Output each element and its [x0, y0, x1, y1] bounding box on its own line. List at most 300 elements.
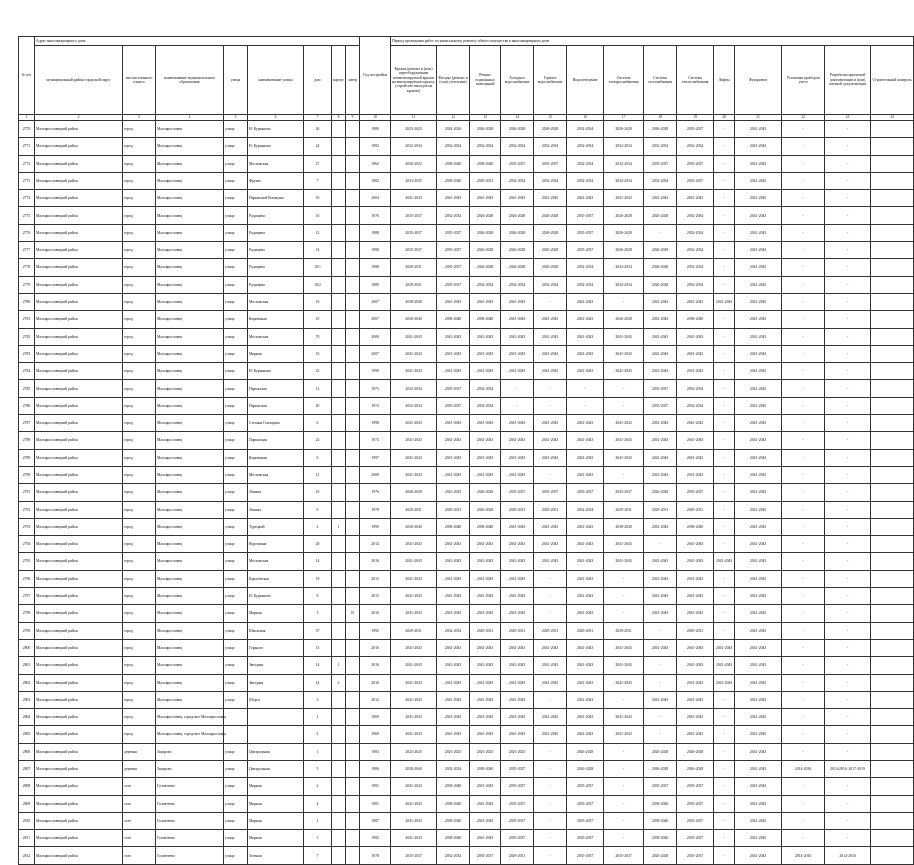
table-cell: -	[567, 397, 604, 414]
table-cell: 2041-2043	[391, 778, 437, 795]
table-cell: 2035-2037	[501, 155, 534, 172]
table-cell	[346, 795, 360, 812]
table-cell	[871, 138, 914, 155]
table-cell: 2041-2043	[604, 363, 644, 380]
table-cell: 2029-2031	[391, 622, 437, 639]
table-row	[19, 760, 914, 777]
table-cell: 1981	[360, 778, 391, 795]
table-cell: 2041-2043	[470, 639, 501, 656]
table-cell: 2041-2043	[735, 224, 782, 241]
table-cell	[346, 778, 360, 795]
table-cell: 2801	[19, 657, 35, 674]
table-cell: 2041-2043	[604, 190, 644, 207]
table-row	[19, 778, 914, 795]
table-cell: 2041-2043	[470, 691, 501, 708]
table-cell: 2041-2043	[735, 709, 782, 726]
table-cell: 2032-2034	[437, 622, 470, 639]
table-cell: Фрунзе	[248, 172, 304, 189]
table-cell	[871, 743, 914, 760]
table-cell: улица	[224, 536, 248, 553]
table-cell: 2035-2037	[677, 155, 714, 172]
table-cell: Малоярославец	[156, 207, 224, 224]
table-cell: 2032-2034	[567, 121, 604, 138]
column-number: 13	[470, 115, 501, 121]
table-cell: -	[782, 380, 825, 397]
table-row	[19, 639, 914, 656]
table-cell: улица	[224, 328, 248, 345]
table-cell: 10/1	[304, 259, 332, 276]
table-cell: -	[825, 259, 871, 276]
table-cell: 2041-2043	[735, 743, 782, 760]
table-cell: 2032-2034	[567, 259, 604, 276]
table-cell: город	[123, 224, 156, 241]
table-cell: 1	[304, 812, 332, 829]
table-cell: 2041-2043	[391, 536, 437, 553]
table-cell: 2041-2043	[501, 553, 534, 570]
table-cell: -	[782, 155, 825, 172]
column-number: 11	[391, 115, 437, 121]
table-cell: 2041-2043	[437, 293, 470, 310]
table-cell: 2032-2034	[604, 172, 644, 189]
table-cell: город	[123, 345, 156, 362]
table-cell: Малоярославецкий район	[35, 674, 123, 691]
table-cell: -	[534, 466, 567, 483]
table-cell	[346, 674, 360, 691]
table-cell: город	[123, 691, 156, 708]
table-cell: -	[534, 691, 567, 708]
table-cell: 2041-2043	[644, 432, 677, 449]
table-cell: 2800	[19, 639, 35, 656]
table-cell: город	[123, 293, 156, 310]
table-cell: улица	[224, 276, 248, 293]
table-cell: 2041-2043	[567, 691, 604, 708]
table-cell: Малоярославецкий район	[35, 605, 123, 622]
table-cell: село	[123, 778, 156, 795]
table-cell: улица	[224, 449, 248, 466]
table-cell: 2026-2028	[677, 743, 714, 760]
table-cell	[346, 691, 360, 708]
table-cell: 2041-2043	[735, 760, 782, 777]
table-cell: 2026-2028	[534, 259, 567, 276]
table-cell: Малоярославецкий район	[35, 345, 123, 362]
table-cell: -	[714, 276, 735, 293]
table-cell: Малоярославец	[156, 449, 224, 466]
table-cell: -	[782, 570, 825, 587]
header-cell: наименование улицы	[248, 46, 304, 115]
table-cell: 2041-2043	[677, 415, 714, 432]
header-cell: Строительный контроль	[871, 46, 914, 115]
table-cell	[346, 207, 360, 224]
table-cell: 2026-2028	[604, 121, 644, 138]
table-cell: город	[123, 484, 156, 501]
table-cell: 2041-2043	[735, 639, 782, 656]
table-cell: 2041-2043	[735, 121, 782, 138]
table-cell: 2035-2037	[391, 242, 437, 259]
table-cell: 2026-2028	[644, 242, 677, 259]
table-cell: 2041-2043	[567, 726, 604, 743]
table-cell: 2802	[19, 674, 35, 691]
table-cell: улица	[224, 293, 248, 310]
table-cell: 2038-2040	[470, 155, 501, 172]
table-cell: Турецкий	[248, 518, 304, 535]
table-cell: город	[123, 207, 156, 224]
table-cell: 14	[304, 674, 332, 691]
table-cell: 2038-2040	[470, 311, 501, 328]
table-cell: 2041-2043	[644, 570, 677, 587]
table-cell: 2032-2034	[391, 397, 437, 414]
table-cell	[871, 432, 914, 449]
table-cell: 2041-2043	[534, 709, 567, 726]
table-cell: 2041-2043	[391, 553, 437, 570]
table-cell: 2032-2034	[604, 259, 644, 276]
table-cell	[871, 397, 914, 414]
table-cell: 2041-2043	[534, 432, 567, 449]
table-cell: 1	[304, 743, 332, 760]
table-cell: 2782	[19, 328, 35, 345]
table-cell	[332, 484, 346, 501]
table-cell: 2026-2028	[644, 207, 677, 224]
table-cell: -	[534, 795, 567, 812]
table-cell: 2041-2043	[470, 345, 501, 362]
table-cell: 2041-2043	[437, 415, 470, 432]
table-cell: 2776	[19, 224, 35, 241]
table-cell: -	[825, 363, 871, 380]
table-cell: 2014-2016	[825, 847, 871, 864]
table-cell: 10	[304, 207, 332, 224]
table-cell: Захарово	[156, 743, 224, 760]
table-cell: 2032-2034	[567, 138, 604, 155]
table-cell: 2804	[19, 709, 35, 726]
table-cell	[346, 138, 360, 155]
table-cell: Мирная	[248, 605, 304, 622]
table-cell: Малоярославецкий район	[35, 449, 123, 466]
table-row	[19, 605, 914, 622]
table-cell: Радищева	[248, 207, 304, 224]
table-cell: 2026-2028	[534, 207, 567, 224]
table-cell: 2029-2031	[501, 622, 534, 639]
table-cell: 2041-2043	[567, 311, 604, 328]
table-cell: 2016	[360, 553, 391, 570]
table-cell: -	[714, 363, 735, 380]
table-cell: -	[825, 397, 871, 414]
table-cell: улица	[224, 397, 248, 414]
table-cell	[346, 830, 360, 847]
table-row	[19, 432, 914, 449]
table-cell: Парижская	[248, 380, 304, 397]
table-cell: 2041-2043	[437, 536, 470, 553]
table-cell: Малоярославецкий район	[35, 311, 123, 328]
table-cell: 2773	[19, 172, 35, 189]
table-cell: Малоярославецкий район	[35, 138, 123, 155]
table-cell: 2810	[19, 812, 35, 829]
table-cell	[248, 726, 304, 743]
table-cell: улица	[224, 812, 248, 829]
table-cell: 2	[304, 778, 332, 795]
table-cell: 9	[304, 588, 332, 605]
table-cell	[332, 743, 346, 760]
table-cell: 2041-2043	[735, 415, 782, 432]
table-row	[19, 709, 914, 726]
table-cell: 2035-2037	[567, 812, 604, 829]
table-cell: Головтеево	[156, 830, 224, 847]
table-cell: 2026-2028	[644, 121, 677, 138]
table-cell	[346, 709, 360, 726]
table-cell: 2041-2043	[677, 605, 714, 622]
table-cell: Парижская	[248, 397, 304, 414]
table-cell: 2041-2043	[677, 726, 714, 743]
table-cell: -	[825, 155, 871, 172]
table-cell: 2041-2043	[501, 293, 534, 310]
table-cell: Головтеево	[156, 795, 224, 812]
table-cell: город	[123, 553, 156, 570]
table-cell: 2041-2043	[437, 432, 470, 449]
table-cell: 6	[304, 415, 332, 432]
table-cell: улица	[224, 622, 248, 639]
table-cell: 2041-2043	[391, 795, 437, 812]
table-cell	[871, 363, 914, 380]
table-cell: 2029-2031	[567, 622, 604, 639]
table-cell	[346, 588, 360, 605]
table-cell	[871, 622, 914, 639]
table-cell: 2035-2037	[677, 847, 714, 864]
table-cell: 2041-2043	[534, 518, 567, 535]
table-cell: 2041-2043	[567, 518, 604, 535]
table-cell: Н. Курьянова	[248, 138, 304, 155]
header-cell: Ремонт подвальных помещений	[470, 46, 501, 115]
table-cell: 2041-2043	[391, 190, 437, 207]
table-header	[19, 37, 914, 121]
table-cell: 2032-2034	[470, 397, 501, 414]
table-cell: 2035-2037	[567, 484, 604, 501]
table-cell: город	[123, 726, 156, 743]
table-cell: 2041-2043	[644, 553, 677, 570]
table-cell: 2795	[19, 553, 35, 570]
table-cell: 2032-2034	[604, 276, 644, 293]
table-cell: 2041-2043	[391, 830, 437, 847]
table-cell	[332, 847, 346, 864]
table-cell: -	[825, 830, 871, 847]
table-cell: -	[782, 138, 825, 155]
table-row	[19, 674, 914, 691]
table-cell	[332, 553, 346, 570]
table-cell: Школьная	[248, 622, 304, 639]
table-cell	[332, 466, 346, 483]
table-cell: 2032-2034	[677, 397, 714, 414]
table-cell: 2041-2043	[470, 795, 501, 812]
table-cell: -	[782, 795, 825, 812]
table-cell: 2041-2043	[391, 709, 437, 726]
table-row	[19, 190, 914, 207]
table-cell: село	[123, 795, 156, 812]
table-cell: 2779	[19, 276, 35, 293]
table-cell: Н. Курьянова	[248, 363, 304, 380]
table-cell: -	[825, 242, 871, 259]
table-row	[19, 345, 914, 362]
table-cell: 1982	[360, 172, 391, 189]
table-cell	[332, 190, 346, 207]
table-cell: 2030-2032	[391, 155, 437, 172]
table-cell: 2041-2043	[567, 536, 604, 553]
table-cell: Малоярославец	[156, 259, 224, 276]
table-cell: 2035-2037	[644, 397, 677, 414]
table-cell: 2785	[19, 380, 35, 397]
table-cell: 2041-2043	[437, 657, 470, 674]
table-cell: Малоярославецкий район	[35, 259, 123, 276]
table-cell: 2032-2034	[604, 138, 644, 155]
table-cell	[871, 709, 914, 726]
column-number: 24	[871, 115, 914, 121]
table-cell: -	[825, 207, 871, 224]
table-cell: 2035-2037	[567, 795, 604, 812]
table-cell: 2806	[19, 743, 35, 760]
table-cell: 2041-2043	[567, 639, 604, 656]
table-cell: 2041-2043	[391, 674, 437, 691]
table-cell: 2026-2028	[604, 207, 644, 224]
table-cell: 2032-2034	[534, 138, 567, 155]
table-cell: 2788	[19, 432, 35, 449]
table-cell: улица	[224, 588, 248, 605]
table-cell: 2038-2040	[391, 311, 437, 328]
table-cell	[871, 415, 914, 432]
table-cell: 2778	[19, 259, 35, 276]
table-cell: Малоярославец	[156, 588, 224, 605]
table-cell: 2023-2025	[391, 743, 437, 760]
table-cell: -	[714, 190, 735, 207]
table-cell: 2041-2043	[567, 363, 604, 380]
table-cell: -	[825, 415, 871, 432]
table-cell	[346, 155, 360, 172]
table-cell: -	[782, 726, 825, 743]
table-cell: 2035-2037	[437, 259, 470, 276]
table-cell: 2035-2037	[677, 172, 714, 189]
table-cell: Малоярославецкий район	[35, 795, 123, 812]
table-cell: -	[534, 743, 567, 760]
table-cell: 2041-2043	[644, 345, 677, 362]
table-cell: 2026-2028	[470, 259, 501, 276]
table-cell: 2041-2043	[567, 605, 604, 622]
table-cell: Головтеево	[156, 847, 224, 864]
table-cell	[871, 657, 914, 674]
table-cell: 2784	[19, 363, 35, 380]
table-cell: -	[604, 570, 644, 587]
table-cell: 2008	[360, 466, 391, 483]
table-cell: 2041-2043	[470, 415, 501, 432]
table-cell: 2041-2043	[714, 639, 735, 656]
table-cell: 2041-2043	[470, 190, 501, 207]
header-cell: Холодное водоснабжение	[501, 46, 534, 115]
table-cell: 2000	[360, 328, 391, 345]
table-cell: -	[782, 172, 825, 189]
table-cell: 2026-2028	[470, 501, 501, 518]
table-cell: 2041-2043	[437, 449, 470, 466]
table-cell: 6	[304, 501, 332, 518]
table-cell: 23	[304, 363, 332, 380]
table-cell: 1999	[360, 363, 391, 380]
table-cell: Малоярославецкий район	[35, 830, 123, 847]
table-cell: 2038-2040	[391, 760, 437, 777]
header-cell: муниципальный район/городской округ	[35, 46, 123, 115]
table-cell: -	[714, 466, 735, 483]
column-number: 17	[604, 115, 644, 121]
table-cell: 1988	[360, 259, 391, 276]
table-cell: город	[123, 466, 156, 483]
table-cell: 2026-2028	[470, 121, 501, 138]
table-cell: 14	[304, 657, 332, 674]
table-cell: 2038-2040	[437, 830, 470, 847]
table-cell	[332, 328, 346, 345]
table-cell	[332, 709, 346, 726]
table-cell: город	[123, 172, 156, 189]
table-cell: 2041-2043	[391, 570, 437, 587]
table-cell: -	[604, 760, 644, 777]
table-cell: 2041-2043	[644, 588, 677, 605]
table-cell: -	[714, 605, 735, 622]
table-cell: 2029-2031	[604, 622, 644, 639]
table-cell: 2035-2037	[567, 224, 604, 241]
table-cell	[332, 363, 346, 380]
table-cell: город	[123, 155, 156, 172]
table-cell: -	[782, 449, 825, 466]
table-cell: 2041-2043	[735, 138, 782, 155]
table-cell: 2041-2043	[567, 570, 604, 587]
table-cell: 2041-2043	[567, 345, 604, 362]
table-cell: -	[714, 121, 735, 138]
table-cell: улица	[224, 657, 248, 674]
table-cell: 2029-2031	[391, 276, 437, 293]
table-cell	[346, 328, 360, 345]
table-cell: 2041-2043	[437, 363, 470, 380]
table-cell	[346, 311, 360, 328]
table-cell	[332, 432, 346, 449]
table-cell: 2032-2034	[677, 207, 714, 224]
table-cell: -	[825, 328, 871, 345]
table-cell: Малоярославец	[156, 466, 224, 483]
table-cell: 2035-2037	[437, 380, 470, 397]
table-cell: улица	[224, 172, 248, 189]
table-cell: город	[123, 311, 156, 328]
table-row	[19, 726, 914, 743]
table-cell: город	[123, 605, 156, 622]
table-cell: Ленина	[248, 501, 304, 518]
table-cell: -	[714, 328, 735, 345]
header-cell: Крыша (ремонт и (или) переоборудование невентилируемой крыши на вентилируемую крышу, устройство выходов на кровлю)	[391, 46, 437, 115]
table-cell: 2026-2028	[567, 760, 604, 777]
table-cell	[332, 415, 346, 432]
table-cell: 2041-2043	[567, 657, 604, 674]
table-cell: Малоярославец	[156, 293, 224, 310]
table-cell: Малоярославец	[156, 345, 224, 362]
table-cell: 26	[304, 121, 332, 138]
table-cell: 2032-2034	[437, 847, 470, 864]
table-row	[19, 691, 914, 708]
table-cell: улица	[224, 224, 248, 241]
table-cell	[346, 570, 360, 587]
table-cell: 2041-2043	[735, 155, 782, 172]
table-cell: 1990	[360, 518, 391, 535]
table-cell: 10	[304, 190, 332, 207]
table-cell	[332, 760, 346, 777]
table-cell: улица	[224, 242, 248, 259]
table-cell: 2041-2043	[437, 345, 470, 362]
table-cell: 2041-2043	[644, 415, 677, 432]
table-cell	[871, 639, 914, 656]
header-cell: Лифты	[714, 46, 735, 115]
table-cell: 1969	[360, 726, 391, 743]
table-cell: 2041-2043	[677, 674, 714, 691]
table-cell: 16	[304, 293, 332, 310]
column-number: 8	[332, 115, 346, 121]
table-cell: Малоярославецкий район	[35, 691, 123, 708]
